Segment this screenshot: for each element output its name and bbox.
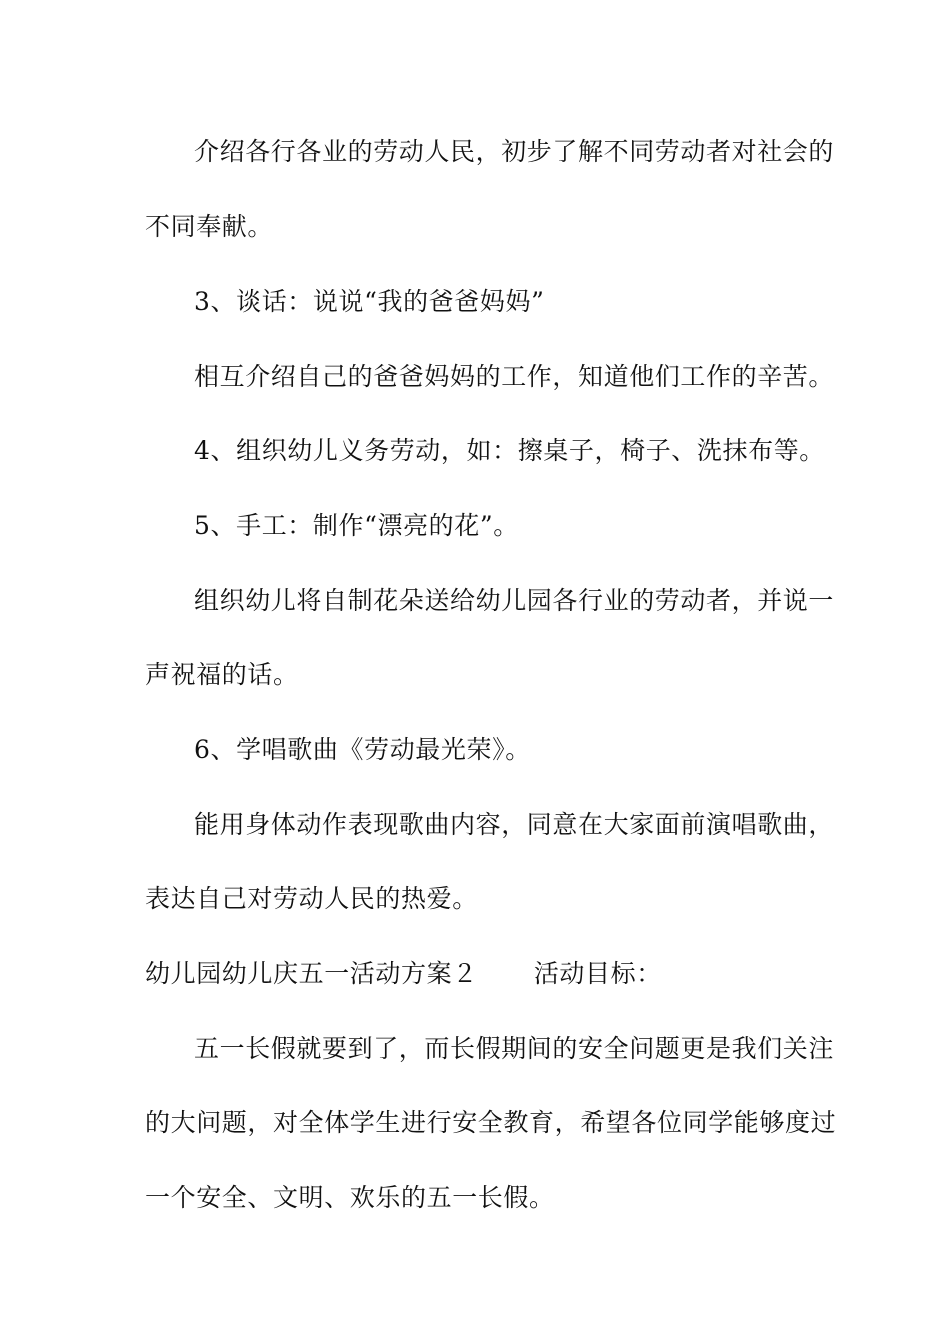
paragraph-line: 介绍各行各业的劳动人民，初步了解不同劳动者对社会的 — [194, 137, 835, 166]
paragraph-line: 五一长假就要到了，而长假期间的安全问题更是我们关注 — [194, 1034, 835, 1063]
section-subtitle: 活动目标： — [533, 959, 662, 988]
paragraph-line: 声祝福的话。 — [145, 660, 299, 689]
list-item-3: 3、谈话：说说“我的爸爸妈妈” — [194, 287, 545, 316]
paragraph-line: 组织幼儿将自制花朵送给幼儿园各行业的劳动者，并说一 — [194, 586, 835, 615]
section-heading — [145, 958, 815, 990]
list-item-4: 4、组织幼儿义务劳动，如：擦桌子，椅子、洗抹布等。 — [194, 436, 825, 465]
paragraph-line: 的大问题，对全体学生进行安全教育，希望各位同学能够度过 — [145, 1108, 837, 1137]
heading-spacer — [478, 958, 534, 990]
paragraph-line: 相互介绍自己的爸爸妈妈的工作，知道他们工作的辛苦。 — [194, 362, 835, 391]
paragraph-line: 不同奉献。 — [145, 212, 274, 241]
list-item-6: 6、学唱歌曲《劳动最光荣》。 — [194, 735, 531, 764]
paragraph-line: 能用身体动作表现歌曲内容，同意在大家面前演唱歌曲， — [194, 810, 835, 839]
section-title: 幼儿园幼儿庆五一活动方案２ — [145, 959, 478, 988]
paragraph-line: 一个安全、文明、欢乐的五一长假。 — [145, 1183, 555, 1212]
paragraph-line: 表达自己对劳动人民的热爱。 — [145, 884, 478, 913]
list-item-5: 5、手工：制作“漂亮的花”。 — [194, 511, 519, 540]
